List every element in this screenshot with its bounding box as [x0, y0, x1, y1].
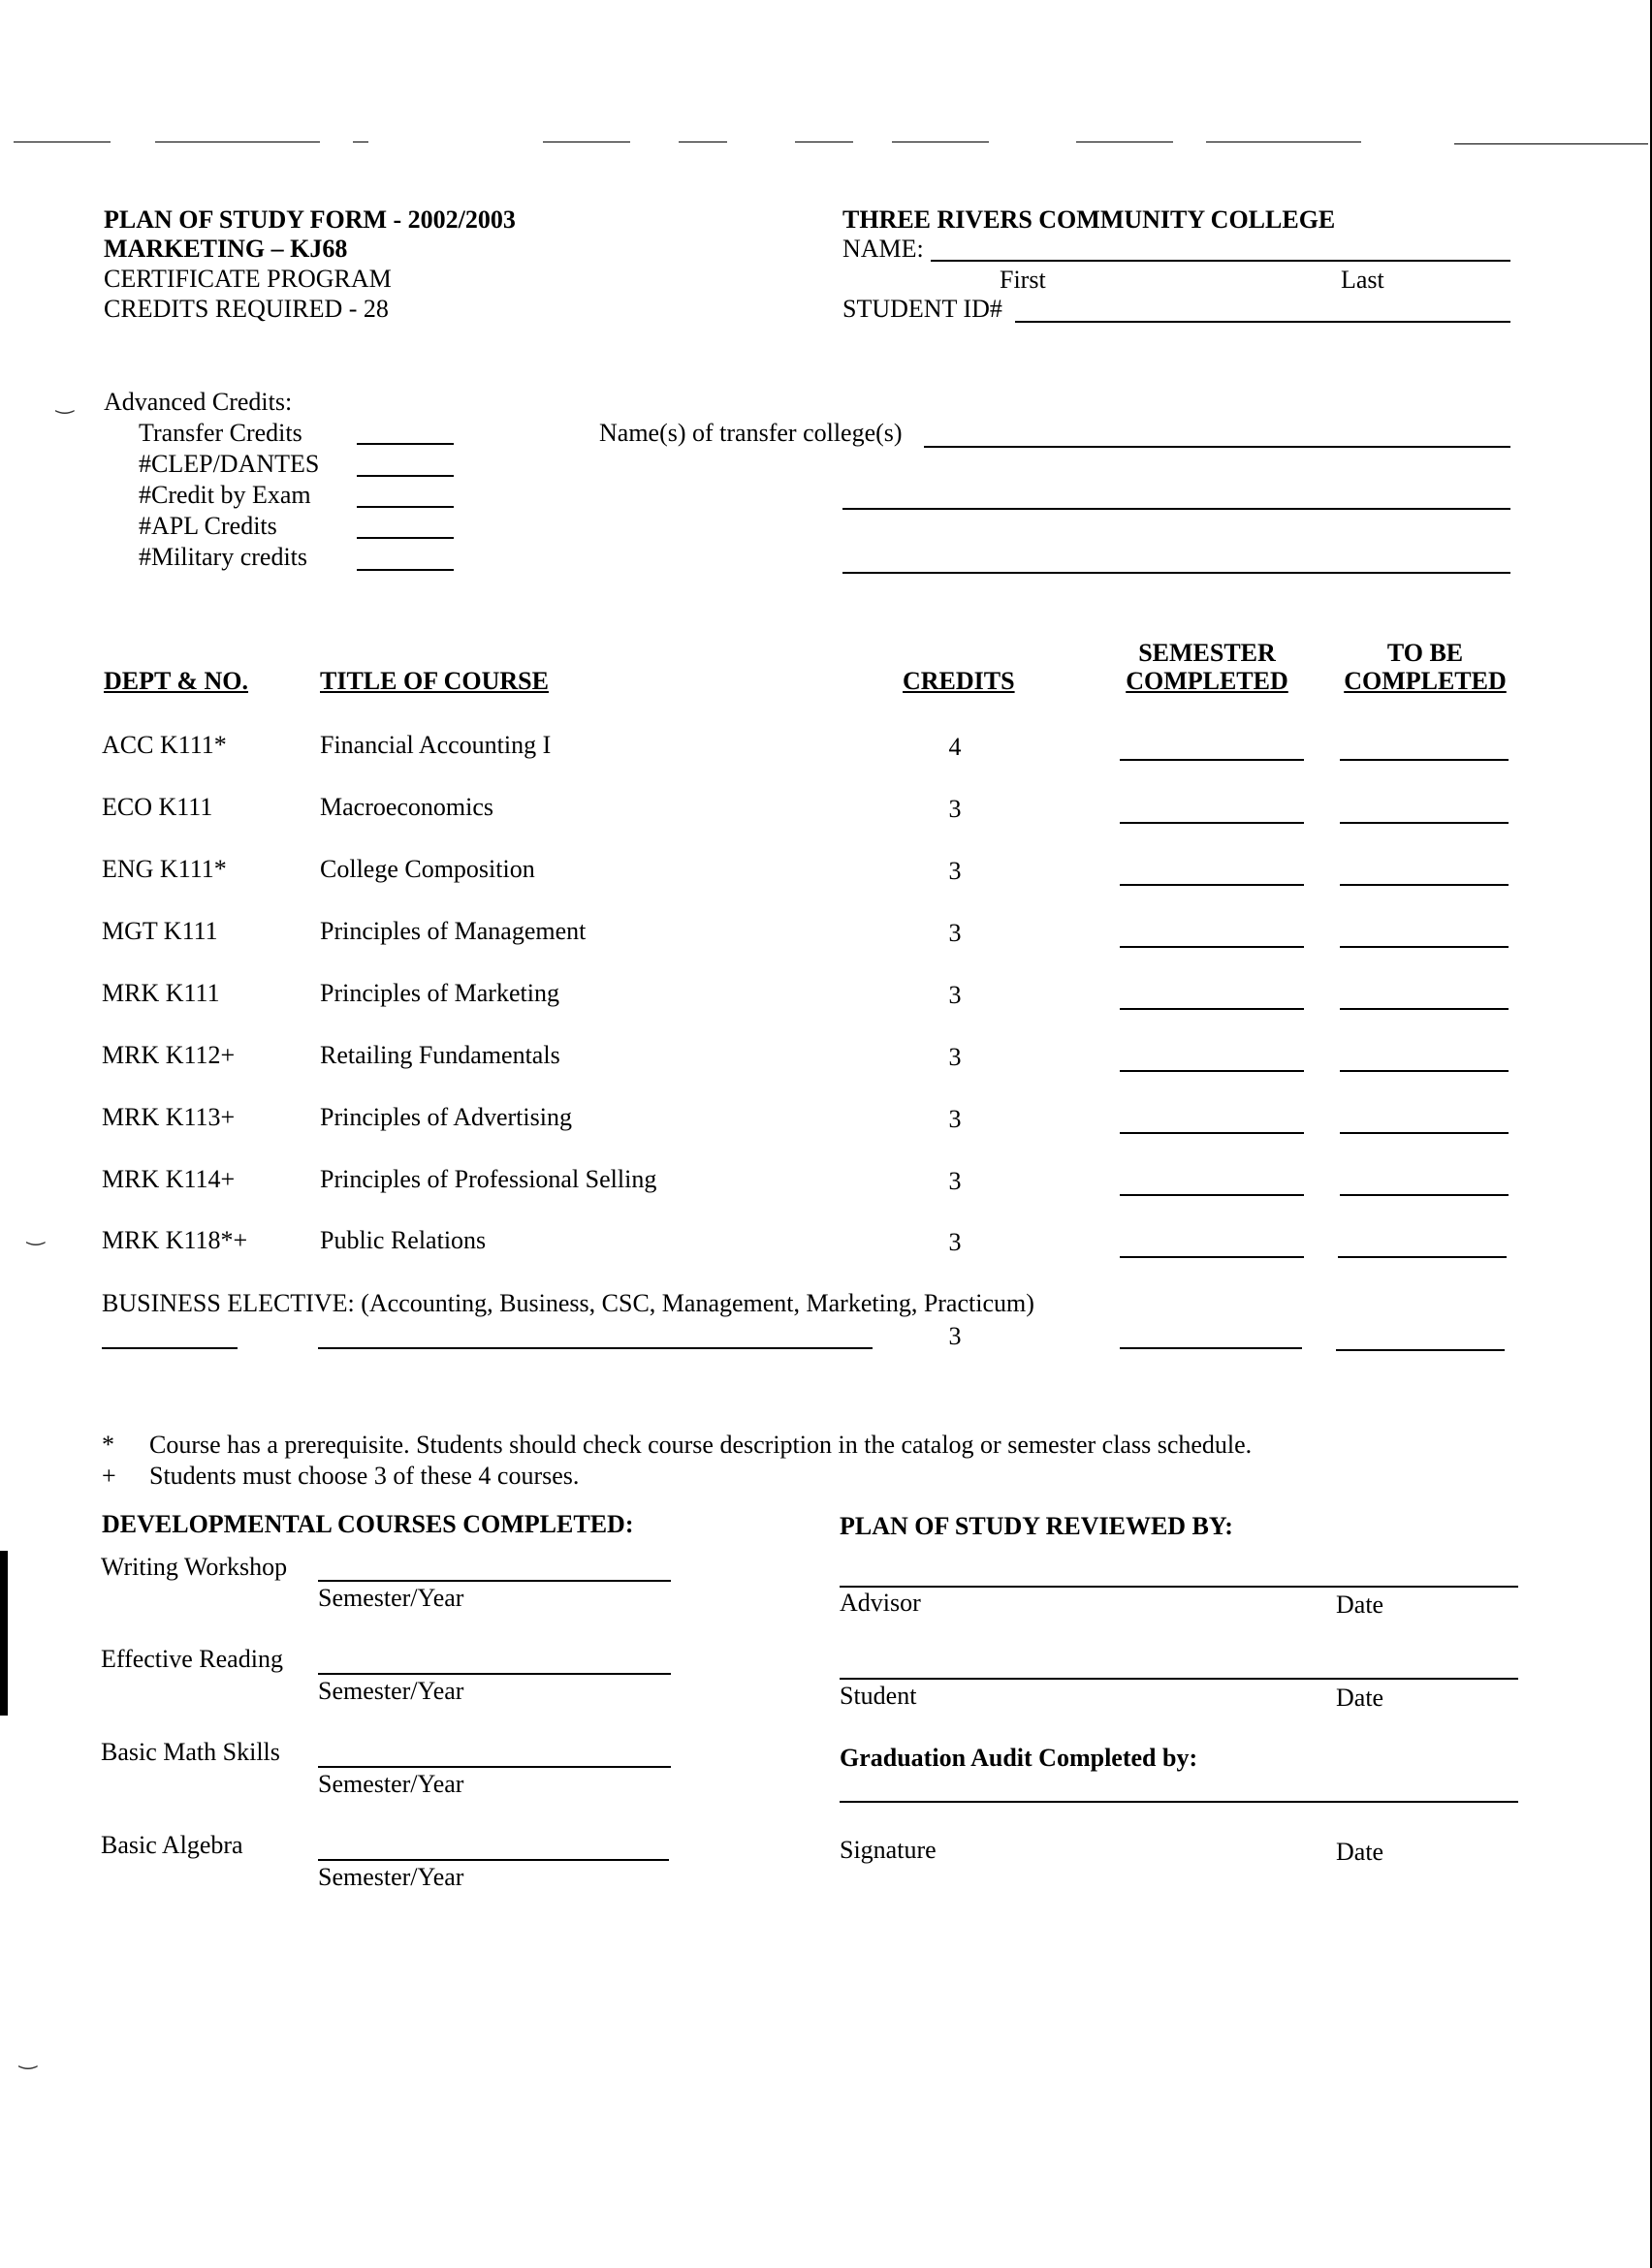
course-title: Financial Accounting I	[320, 731, 552, 759]
name-label: NAME:	[842, 235, 924, 263]
developmental-course-label: Basic Math Skills	[101, 1738, 280, 1766]
form-title: PLAN OF STUDY FORM - 2002/2003	[104, 205, 516, 234]
course-title: Principles of Management	[320, 917, 587, 945]
semester-completed-field[interactable]	[1120, 1194, 1304, 1196]
semester-year-caption: Semester/Year	[318, 1863, 464, 1891]
course-credits: 4	[948, 733, 962, 761]
footnote-text: Course has a prerequisite. Students should check course description in the catalog or semester class schedule.	[149, 1431, 1253, 1459]
semester-completed-field[interactable]	[1120, 884, 1304, 886]
col-header-semester-line1: SEMESTER	[1138, 639, 1276, 667]
to-be-completed-field[interactable]	[1340, 1194, 1509, 1196]
transfer-college-field[interactable]	[924, 446, 1510, 448]
basic-algebra-field[interactable]	[318, 1859, 669, 1861]
col-header-title: TITLE OF COURSE	[320, 667, 549, 695]
elective-credits: 3	[948, 1322, 962, 1350]
advanced-credit-item: #CLEP/DANTES	[139, 450, 320, 478]
to-be-completed-field[interactable]	[1340, 1008, 1509, 1010]
advanced-credits-heading: Advanced Credits:	[104, 388, 293, 416]
review-heading: PLAN OF STUDY REVIEWED BY:	[840, 1512, 1233, 1540]
military-credits-field[interactable]	[357, 569, 454, 571]
col-header-semester	[1115, 641, 1299, 694]
to-be-completed-field[interactable]	[1340, 1070, 1509, 1072]
col-header-credits: CREDITS	[903, 667, 1015, 695]
course-dept: MGT K111	[102, 917, 218, 945]
student-id-field[interactable]	[1015, 321, 1510, 323]
developmental-course-label: Writing Workshop	[101, 1553, 288, 1581]
course-title: Principles of Marketing	[320, 979, 559, 1007]
last-name-caption: Last	[1341, 266, 1384, 294]
semester-completed-field[interactable]	[1120, 1132, 1304, 1134]
developmental-heading: DEVELOPMENTAL COURSES COMPLETED:	[102, 1510, 634, 1538]
to-be-completed-field[interactable]	[1340, 946, 1509, 948]
advisor-signature-field[interactable]	[840, 1586, 1518, 1588]
transfer-college-label: Name(s) of transfer college(s)	[599, 419, 903, 447]
course-title: Principles of Advertising	[320, 1103, 572, 1131]
col-header-tobe-line1: TO BE	[1386, 639, 1464, 667]
col-header-semester-line2: COMPLETED	[1126, 667, 1288, 695]
col-header-dept: DEPT & NO.	[104, 667, 249, 695]
program-name: MARKETING – KJ68	[104, 235, 348, 263]
to-be-completed-field[interactable]	[1338, 1256, 1507, 1258]
scan-tick-mark: ‿	[27, 1221, 45, 1245]
signature-label: Signature	[840, 1836, 937, 1864]
semester-completed-field[interactable]	[1120, 1070, 1304, 1072]
semester-completed-field[interactable]	[1120, 1256, 1304, 1258]
advanced-credit-item: Transfer Credits	[139, 419, 302, 447]
semester-completed-field[interactable]	[1120, 1008, 1304, 1010]
course-credits: 3	[948, 1228, 962, 1256]
advisor-label: Advisor	[840, 1589, 921, 1617]
course-dept: MRK K114+	[102, 1165, 236, 1193]
course-title: Macroeconomics	[320, 793, 494, 821]
course-dept: MRK K113+	[102, 1103, 236, 1131]
semester-year-caption: Semester/Year	[318, 1677, 464, 1705]
course-credits: 3	[948, 981, 962, 1009]
date-label: Date	[1336, 1838, 1384, 1866]
writing-workshop-field[interactable]	[318, 1580, 671, 1582]
transfer-college-field-3[interactable]	[842, 572, 1510, 574]
header-rule-segment	[1454, 143, 1648, 144]
to-be-completed-field[interactable]	[1340, 884, 1509, 886]
transfer-credits-field[interactable]	[357, 443, 454, 445]
to-be-completed-field[interactable]	[1340, 759, 1509, 761]
college-name: THREE RIVERS COMMUNITY COLLEGE	[842, 205, 1336, 234]
course-title: College Composition	[320, 855, 535, 883]
effective-reading-field[interactable]	[318, 1673, 671, 1675]
elective-semester-completed-field[interactable]	[1120, 1347, 1302, 1349]
advanced-credit-item: #Credit by Exam	[139, 481, 311, 509]
apl-credits-field[interactable]	[357, 537, 454, 539]
course-dept: MRK K118*+	[102, 1226, 248, 1254]
course-title: Principles of Professional Selling	[320, 1165, 657, 1193]
course-dept: ACC K111*	[102, 731, 227, 759]
date-label: Date	[1336, 1591, 1384, 1619]
basic-math-skills-field[interactable]	[318, 1766, 671, 1768]
course-dept: MRK K112+	[102, 1041, 236, 1069]
course-credits: 3	[948, 1043, 962, 1071]
developmental-course-label: Effective Reading	[101, 1645, 283, 1673]
credit-by-exam-field[interactable]	[357, 506, 454, 508]
advanced-credit-item: #Military credits	[139, 543, 308, 571]
scan-tick-mark: ‿	[56, 390, 74, 414]
semester-completed-field[interactable]	[1120, 759, 1304, 761]
course-dept: ENG K111*	[102, 855, 227, 883]
course-dept: ECO K111	[102, 793, 213, 821]
student-id-label: STUDENT ID#	[842, 295, 1002, 323]
course-dept: MRK K111	[102, 979, 220, 1007]
course-credits: 3	[948, 1167, 962, 1195]
elective-to-be-completed-field[interactable]	[1336, 1349, 1505, 1351]
business-elective-label: BUSINESS ELECTIVE: (Accounting, Business, CSC, Management, Marketing, Practicum)	[102, 1289, 1034, 1317]
course-title: Retailing Fundamentals	[320, 1041, 560, 1069]
to-be-completed-field[interactable]	[1340, 822, 1509, 824]
scan-tick-mark: ‿	[19, 2045, 37, 2069]
semester-year-caption: Semester/Year	[318, 1584, 464, 1612]
course-credits: 3	[948, 795, 962, 823]
scan-margin-mark	[0, 1551, 8, 1716]
date-label: Date	[1336, 1684, 1384, 1712]
transfer-college-field-2[interactable]	[842, 508, 1510, 510]
course-title: Public Relations	[320, 1226, 487, 1254]
student-label: Student	[840, 1682, 917, 1710]
course-credits: 3	[948, 919, 962, 947]
footnote-text: Students must choose 3 of these 4 courses.	[149, 1462, 580, 1490]
semester-completed-field[interactable]	[1120, 946, 1304, 948]
developmental-course-label: Basic Algebra	[101, 1831, 243, 1859]
clep-dantes-field[interactable]	[357, 475, 454, 477]
student-signature-field[interactable]	[840, 1678, 1518, 1680]
footnote-symbol: *	[102, 1431, 114, 1459]
footnote-symbol: +	[102, 1462, 116, 1490]
advanced-credit-item: #APL Credits	[139, 512, 277, 540]
credits-required: CREDITS REQUIRED - 28	[104, 295, 389, 323]
to-be-completed-field[interactable]	[1340, 1132, 1509, 1134]
audit-signature-field[interactable]	[840, 1801, 1518, 1803]
program-type: CERTIFICATE PROGRAM	[104, 265, 392, 293]
elective-dept-field[interactable]	[102, 1347, 238, 1349]
graduation-audit-heading: Graduation Audit Completed by:	[840, 1744, 1198, 1772]
col-header-tobe	[1336, 641, 1514, 694]
name-field[interactable]	[931, 260, 1510, 262]
elective-title-field[interactable]	[318, 1347, 873, 1349]
semester-year-caption: Semester/Year	[318, 1770, 464, 1798]
course-credits: 3	[948, 857, 962, 885]
semester-completed-field[interactable]	[1120, 822, 1304, 824]
col-header-tobe-line2: COMPLETED	[1344, 667, 1507, 695]
first-name-caption: First	[1000, 266, 1046, 294]
course-credits: 3	[948, 1105, 962, 1133]
